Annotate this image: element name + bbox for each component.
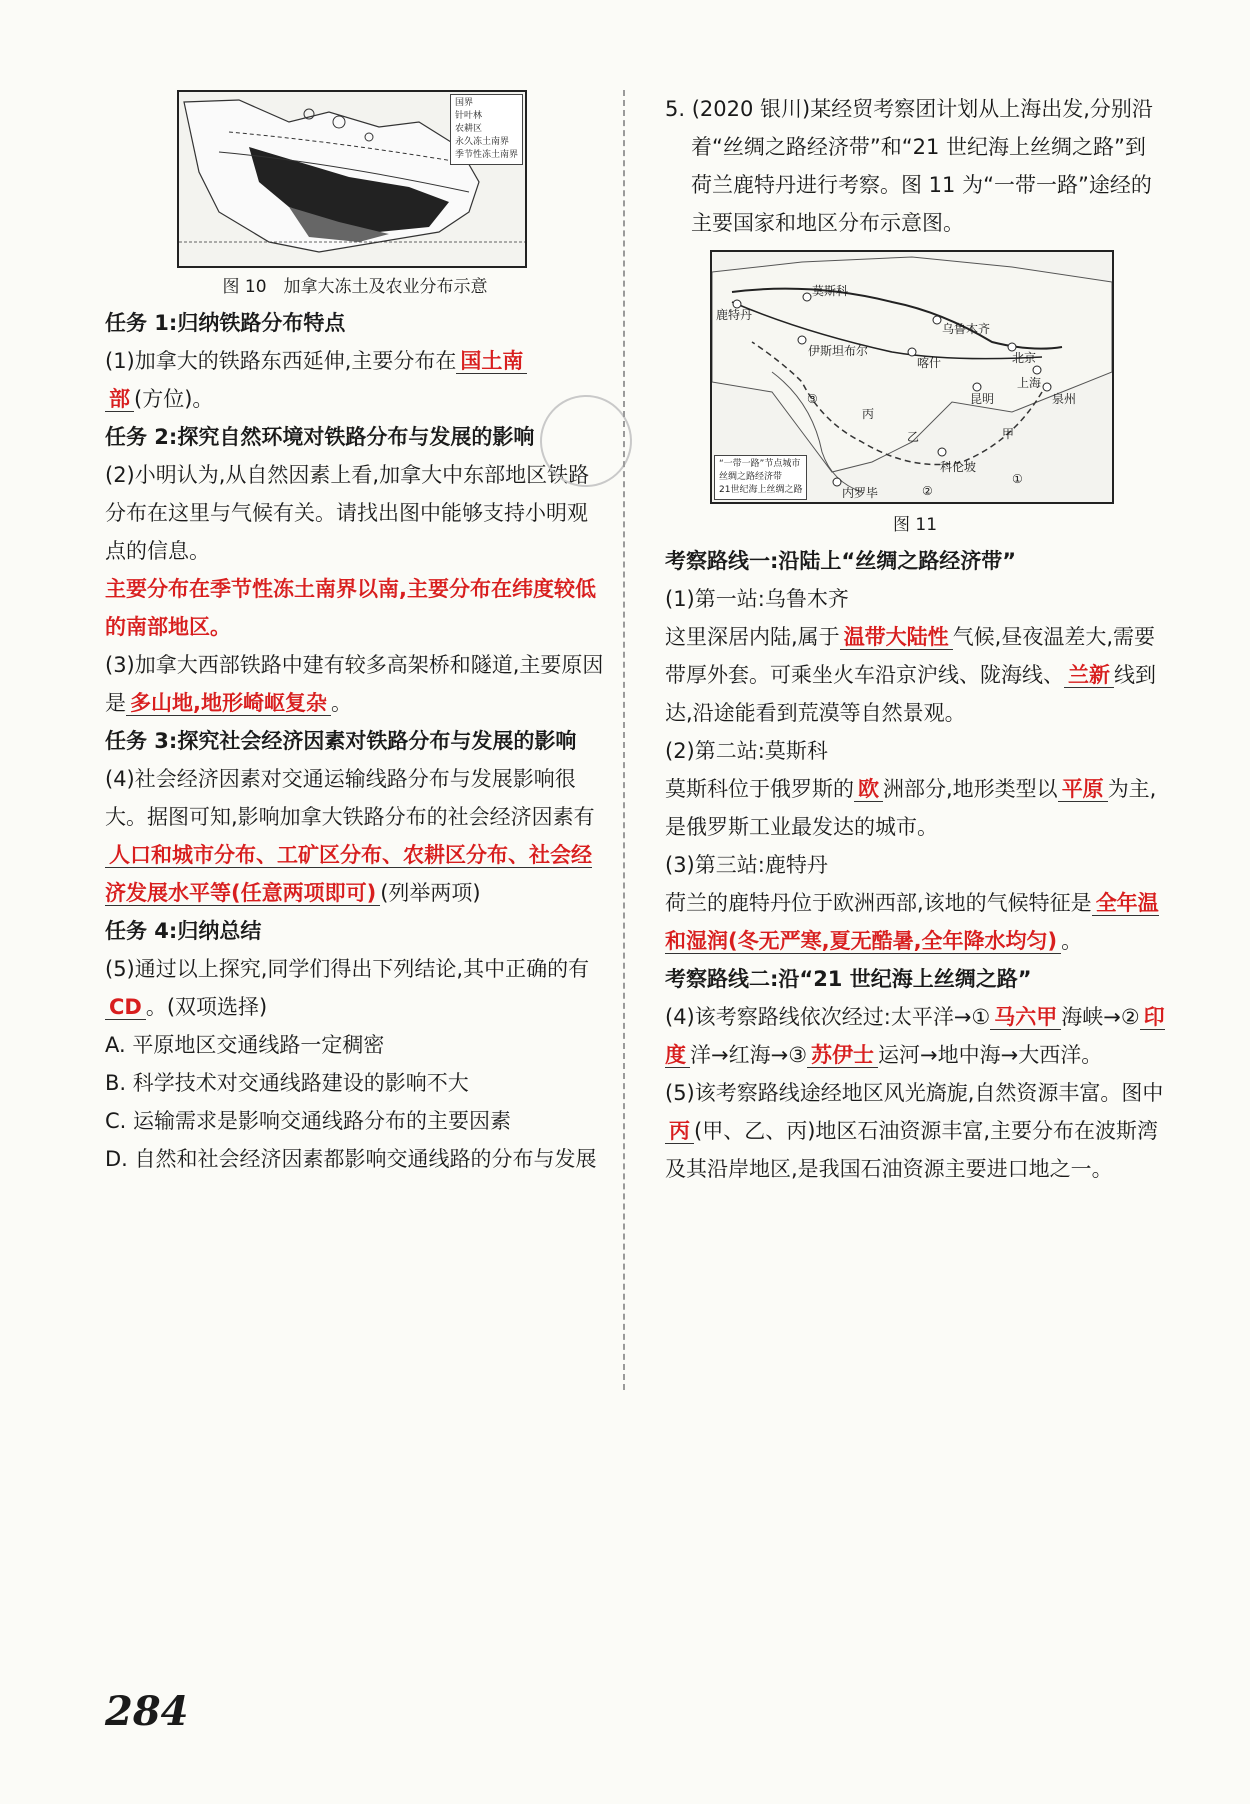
q4-text: (4)社会经济因素对交通运输线路分布与发展影响很大。据图可知,影响加拿大铁路分布的社会经济因素有 <box>105 767 595 829</box>
route2-q4 <box>665 998 1165 1074</box>
map-label-colombo: 科伦坡 <box>940 460 977 474</box>
q5-text: (5)通过以上探究,同学们得出下列结论,其中正确的有 <box>105 957 590 981</box>
legend-item: 21世纪海上丝绸之路 <box>719 485 803 495</box>
task3-title: 任务 3:探究社会经济因素对铁路分布与发展的影响 <box>105 729 577 753</box>
map-label-bing: 丙 <box>862 407 875 421</box>
route1-title: 考察路线一:沿陆上“丝绸之路经济带” <box>665 549 1017 573</box>
s1-post: 线到达,沿途能看到荒漠等自然景观。 <box>665 663 1156 725</box>
route2-q5 <box>665 1074 1165 1188</box>
q1-answer-part1: 国土南 <box>456 349 527 374</box>
station3-text <box>665 884 1165 960</box>
q5-answer: CD <box>105 995 146 1020</box>
option-b: B. 科学技术对交通线路建设的影响不大 <box>105 1071 469 1095</box>
legend-item: 丝绸之路经济带 <box>719 472 783 482</box>
map-label-kashgar: 喀什 <box>917 356 942 370</box>
q3-suffix: 。 <box>330 691 352 715</box>
task2-title: 任务 2:探究自然环境对铁路分布与发展的影响 <box>105 425 535 449</box>
legend-item: 永久冻土南界 <box>454 137 509 147</box>
s2-pre: 莫斯科位于俄罗斯的 <box>665 777 854 801</box>
s1-answer-railway: 兰新 <box>1064 663 1114 688</box>
map-label-nairobi: 内罗毕 <box>842 486 879 500</box>
task4-title: 任务 4:归纳总结 <box>105 919 262 943</box>
map-label-quanzhou: 泉州 <box>1052 392 1077 406</box>
s1-mid: 气候,昼夜温差大,需要带厚外套。可乘坐火车沿京沪线、陇海线、 <box>665 625 1156 687</box>
station2-text <box>665 770 1165 846</box>
r2q5-post: (甲、乙、丙)地区石油资源丰富,主要分布在波斯湾及其沿岸地区,是我国石油资源主要进口地之一。 <box>665 1119 1159 1181</box>
option-c: C. 运输需求是影响交通线路分布的主要因素 <box>105 1109 512 1133</box>
q4-answer: 人口和城市分布、工矿区分布、农耕区分布、社会经济发展水平等(任意两项即可) <box>105 843 592 905</box>
station2-title: (2)第二站:莫斯科 <box>665 739 828 763</box>
map-label-beijing: 北京 <box>1012 351 1037 365</box>
r2q4-answer-strait: 马六甲 <box>990 1005 1061 1030</box>
r2q4-answer-canal: 苏伊士 <box>807 1043 878 1068</box>
map-label-yi: 乙 <box>907 430 920 444</box>
map-label-shanghai: 上海 <box>1017 376 1042 390</box>
question-5 <box>105 950 605 1026</box>
map-label-istanbul: 伊斯坦布尔 <box>808 344 869 358</box>
map-label-2: ② <box>922 484 933 498</box>
q5-intro: 5. (2020 银川)某经贸考察团计划从上海出发,分别沿着“丝绸之路经济带”和“21 世纪海上丝绸之路”到荷兰鹿特丹进行考察。图 11 为“一带一路”途经的主要国家和地区分布示意图。 <box>665 97 1153 235</box>
q1-answer-part2: 部 <box>105 387 134 412</box>
page-number: 284 <box>105 1688 189 1735</box>
figure-11-map <box>710 250 1114 504</box>
figure-10-map <box>177 90 527 268</box>
legend-item: 国界 <box>454 98 473 108</box>
s2-mid: 洲部分,地形类型以 <box>883 777 1058 801</box>
s2-answer-terrain: 平原 <box>1058 777 1108 802</box>
station3-title: (3)第三站:鹿特丹 <box>665 853 828 877</box>
map-label-1: ① <box>1012 472 1023 486</box>
left-column <box>105 90 605 1178</box>
r2q5-answer: 丙 <box>665 1119 694 1144</box>
question-4 <box>105 760 605 912</box>
map-label-jia: 甲 <box>1002 427 1015 441</box>
q4-suffix: (列举两项) <box>380 881 481 905</box>
s3-pre: 荷兰的鹿特丹位于欧洲西部,该地的气候特征是 <box>665 891 1092 915</box>
s1-answer-climate: 温带大陆性 <box>840 625 953 650</box>
r2q4-answer-ocean: 印度 <box>665 1005 1165 1067</box>
task1-title: 任务 1:归纳铁路分布特点 <box>105 311 346 335</box>
r2q5-pre: (5)该考察路线途经地区风光旖旎,自然资源丰富。图中 <box>665 1081 1164 1105</box>
q3-answer: 多山地,地形崎岖复杂 <box>126 691 331 716</box>
q2-answer: 主要分布在季节性冻土南界以南,主要分布在纬度较低的南部地区。 <box>105 577 596 639</box>
map-label-urumqi: 乌鲁木齐 <box>942 322 991 336</box>
station1-text <box>665 618 1165 732</box>
s3-answer: 全年温和湿润(冬无严寒,夏无酷暑,全年降水均匀) <box>665 891 1159 953</box>
option-d: D. 自然和社会经济因素都影响交通线路的分布与发展 <box>105 1147 597 1171</box>
legend-item: “一带一路”节点城市 <box>719 459 801 469</box>
r2q4-pre: (4)该考察路线依次经过:太平洋→① <box>665 1005 991 1029</box>
q5-suffix: 。(双项选择) <box>145 995 268 1019</box>
column-divider <box>623 90 625 1390</box>
r2q4-mid1: 海峡→② <box>1061 1005 1140 1029</box>
figure-11-legend <box>714 455 807 500</box>
legend-item: 针叶林 <box>454 111 482 121</box>
r2q4-mid2: 洋→红海→③ <box>690 1043 808 1067</box>
figure-10-legend <box>450 94 523 165</box>
map-label-kunming: 昆明 <box>970 392 995 406</box>
q1-text: (1)加拿大的铁路东西延伸,主要分布在 <box>105 349 457 373</box>
map-label-moscow: 莫斯科 <box>812 284 849 298</box>
question-2: (2)小明认为,从自然因素上看,加拿大中东部地区铁路分布在这里与气候有关。请找出图中能够支持小明观点的信息。 <box>105 463 590 563</box>
station1-title: (1)第一站:乌鲁木齐 <box>665 587 849 611</box>
option-a: A. 平原地区交通线路一定稠密 <box>105 1033 385 1057</box>
legend-item: 农耕区 <box>454 124 482 134</box>
q1-suffix: (方位)。 <box>134 387 214 411</box>
figure-11-caption: 图 11 <box>892 515 938 535</box>
figure-10-caption: 图 10 加拿大冻土及农业分布示意 <box>222 277 488 297</box>
route2-title: 考察路线二:沿“21 世纪海上丝绸之路” <box>665 967 1032 991</box>
s1-pre: 这里深居内陆,属于 <box>665 625 840 649</box>
right-column <box>665 90 1165 1188</box>
r2q4-post: 运河→地中海→大西洋。 <box>878 1043 1103 1067</box>
s2-post: 为主,是俄罗斯工业最发达的城市。 <box>665 777 1157 839</box>
s2-answer-continent: 欧 <box>854 777 883 802</box>
s3-post: 。 <box>1061 929 1083 953</box>
map-label-3: ③ <box>807 392 818 406</box>
question-1 <box>105 342 605 418</box>
q3-text: (3)加拿大西部铁路中建有较多高架桥和隧道,主要原因是 <box>105 653 604 715</box>
map-label-rotterdam: 鹿特丹 <box>716 308 753 322</box>
question-3 <box>105 646 605 722</box>
legend-item: 季节性冻土南界 <box>454 150 518 160</box>
